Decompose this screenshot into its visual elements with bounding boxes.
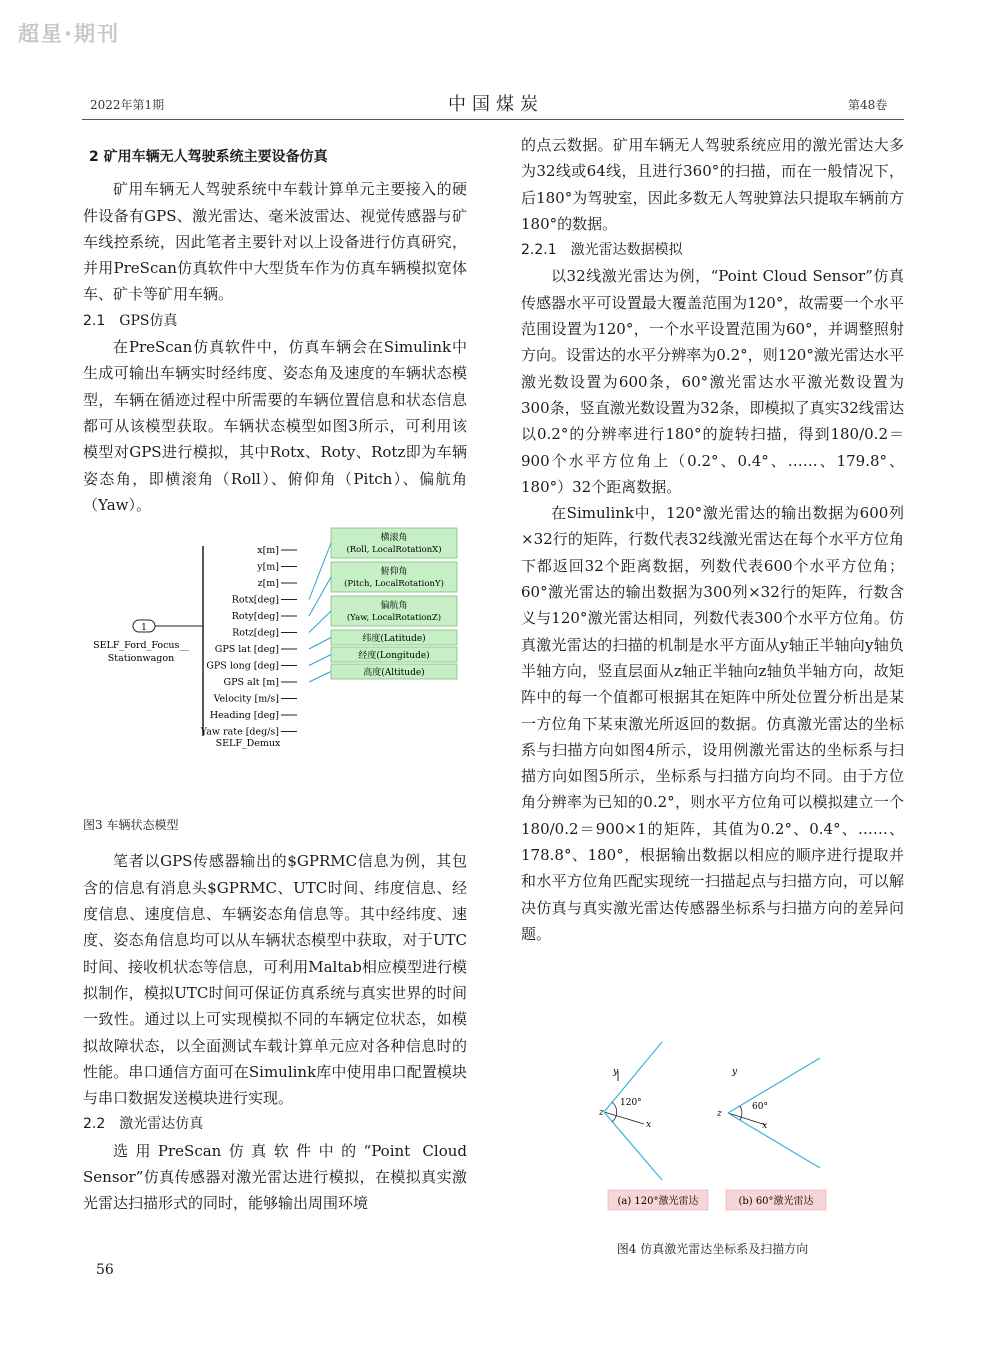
port-label: Rotz[deg]	[232, 627, 279, 639]
watermark-logo: 超星·期刊	[18, 22, 120, 46]
connector-arrow	[309, 672, 331, 683]
port-label: Rotx[deg]	[231, 594, 279, 606]
figure-caption: 图3 车辆状态模型	[83, 818, 179, 833]
header-rule	[82, 119, 904, 120]
paragraph: 在Simulink中，120°激光雷达的输出数据为600列×32行的矩阵，行数代表32线激光雷达在每个水平方位角下都返回32个距离数据，列数代表600个水平方位角；60°激光雷达的输出数据为300列×32行的矩阵，行数含义与120°激光雷达相同，列数代表300个水平方位角。仿真激光雷达的扫描的机制是水平方面从y轴正半轴向y轴负半轴方向，竖直层面从z轴正半轴向z轴负半轴方向，故矩阵中的每一个值都可根据其在矩阵中所处位置分析出是某一方位角下某束激光所返回的数据。仿真激光雷达的坐标系与扫描方向如图4所示，设用例激光雷达的坐标系与扫描方向如图5所示，坐标系与扫描方向均不同。由于方位角分辨率为已知的0.2°，则水平方位角可以模拟建立一个180/0.2＝900×1的矩阵，其值为0.2°、0.4°、……、178.8°、180°，根据输出数据以相应的顺序进行提取并和水平方位角匹配实现统一扫描起点与扫描方向，可以解决仿真与真实激光雷达传感器坐标系与扫描方向的差异问题。	[521, 504, 904, 943]
paragraph: 在PreScan仿真软件中，仿真车辆会在Simulink中生成可输出车辆实时经纬度、姿态角及速度的车辆状态模型，车辆在循迹过程中所需要的车辆位置信息和状态信息都可从该模型获取。车辆状态模型如图3所示，可利用该模型对GPS进行模拟，其中Rotx、Roty、Rotz即为车辆姿态角，即横滚角（Roll）、俯仰角（Pitch）、偏航角（Yaw）。	[83, 338, 467, 514]
left-column	[83, 144, 467, 1217]
subsection-heading: 2.2 激光雷达仿真	[83, 1116, 204, 1133]
annotation-sublabel: (Yaw, LocalRotationZ)	[346, 613, 442, 624]
subsection-heading: 2.2.1 激光雷达数据模拟	[521, 242, 683, 259]
svg-text:SELF_Demux: SELF_Demux	[215, 738, 281, 750]
svg-text:y: y	[732, 1067, 738, 1077]
port-label: y[m]	[257, 561, 279, 573]
figure-3	[83, 518, 467, 808]
svg-text:x: x	[646, 1120, 652, 1130]
port-label: Velocity [m/s]	[213, 693, 279, 705]
paragraph: 矿用车辆无人驾驶系统中车载计算单元主要接入的硬件设备有GPS、激光雷达、毫米波雷达、视觉传感器与矿车线控系统，因此笔者主要针对以上设备进行仿真研究，并用PreScan仿真软件中大型货车作为仿真车辆模拟宽体车、矿卡等矿用车辆。	[83, 180, 467, 304]
annotation-sublabel: (Roll, LocalRotationX)	[346, 545, 442, 556]
paragraph: 的点云数据。矿用车辆无人驾驶系统应用的激光雷达大多为32线或64线，且进行360°的扫描，而在一般情况下，后180°为驾驶室，因此多数无人驾驶算法只提取车辆前方180°的数据。	[521, 136, 904, 233]
journal-title: 中国煤炭	[448, 94, 544, 115]
port-label: GPS alt [m]	[223, 677, 279, 689]
lidar-120-diagram	[598, 1042, 708, 1210]
annotation-label: 高度(Altitude)	[363, 668, 425, 679]
figure-4	[580, 1036, 860, 1216]
paragraph: 以32线激光雷达为例，“Point Cloud Sensor”仿真传感器水平可设置最大覆盖范围为120°，故需要一个水平范围设置为120°，一个水平设置范围为60°，并调整照射方向。设雷达的水平分辨率为0.2°，则120°激光雷达水平激光数设置为600条，60°激光雷达水平激光数设置为300条，竖直激光数设置为32条，即模拟了真实32线雷达以0.2°的分辨率进行180°的旋转扫描，得到180/0.2＝900个水平方位角上（0.2°、0.4°、……、179.8°、180°）32个距离数据。	[521, 267, 904, 496]
right-column	[521, 132, 904, 947]
volume-label: 第48卷	[848, 98, 888, 112]
connector-arrow	[309, 577, 331, 616]
port-label: x[m]	[257, 545, 279, 557]
svg-text:y: y	[613, 1067, 619, 1077]
port-label: GPS lat [deg]	[214, 644, 279, 656]
annotation-sublabel: (Pitch, LocalRotationY)	[344, 579, 444, 590]
connector-arrow	[309, 638, 331, 650]
svg-text:(a) 120°激光雷达: (a) 120°激光雷达	[617, 1196, 699, 1207]
port-label: Yaw rate [deg/s]	[200, 726, 279, 738]
svg-text:60°: 60°	[752, 1102, 768, 1112]
figure-caption: 图4 仿真激光雷达坐标系及扫描方向	[616, 1242, 809, 1256]
annotation-label: 俯仰角	[380, 567, 408, 578]
annotation-label: 经度(Longitude)	[358, 651, 430, 662]
port-label: Heading [deg]	[209, 710, 279, 722]
port-label: GPS long [deg]	[206, 660, 279, 672]
page-number: 56	[96, 1262, 114, 1278]
svg-text:(b) 60°激光雷达: (b) 60°激光雷达	[738, 1196, 814, 1207]
svg-text:z: z	[717, 1109, 722, 1119]
svg-text:1: 1	[141, 623, 147, 634]
svg-text:120°: 120°	[620, 1098, 642, 1108]
lidar-60-diagram	[716, 1058, 826, 1210]
subsection-heading: 2.1 GPS仿真	[83, 312, 178, 329]
connector-arrow	[309, 611, 331, 633]
svg-text:x: x	[762, 1121, 768, 1131]
issue-label: 2022年第1期	[90, 98, 165, 112]
annotation-label: 偏航角	[380, 601, 408, 612]
svg-text:SELF_Ford_Focus__: SELF_Ford_Focus__	[93, 640, 189, 652]
vehicle-state-model-diagram	[83, 524, 467, 814]
paragraph: 选用PreScan仿真软件中的“Point Cloud Sensor”仿真传感器对激光雷达进行模拟，在模拟真实激光雷达扫描形式的同时，能够输出周围环境	[83, 1141, 467, 1213]
port-label: Roty[deg]	[231, 611, 279, 623]
svg-text:z: z	[599, 1108, 604, 1118]
port-label: z[m]	[257, 578, 279, 590]
svg-text:Stationwagon: Stationwagon	[107, 653, 175, 665]
connector-arrow	[309, 655, 331, 666]
section-heading: 2 矿用车辆无人驾驶系统主要设备仿真	[89, 149, 328, 165]
annotation-label: 横滚角	[380, 533, 408, 544]
lidar-coordinate-diagram	[580, 1036, 860, 1216]
annotation-label: 纬度(Latitude)	[362, 634, 426, 645]
connector-arrow	[309, 543, 331, 600]
paragraph: 笔者以GPS传感器输出的$GPRMC信息为例，其包含的信息有消息头$GPRMC、UTC时间、纬度信息、经度信息、速度信息、车辆姿态角信息等。其中经纬度、速度、姿态角信息均可以从车辆状态模型中获取，对于UTC时间、接收机状态等信息，可利用Maltab相应模型进行模拟制作，模拟UTC时间可保证仿真系统与真实世界的时间一致性。通过以上可实现模拟不同的车辆定位状态，如模拟故障状态，以全面测试车载计算单元应对各种信息时的性能。串口通信方面可在Simulink库中使用串口配置模块与串口数据发送模块进行实现。	[83, 852, 467, 1108]
